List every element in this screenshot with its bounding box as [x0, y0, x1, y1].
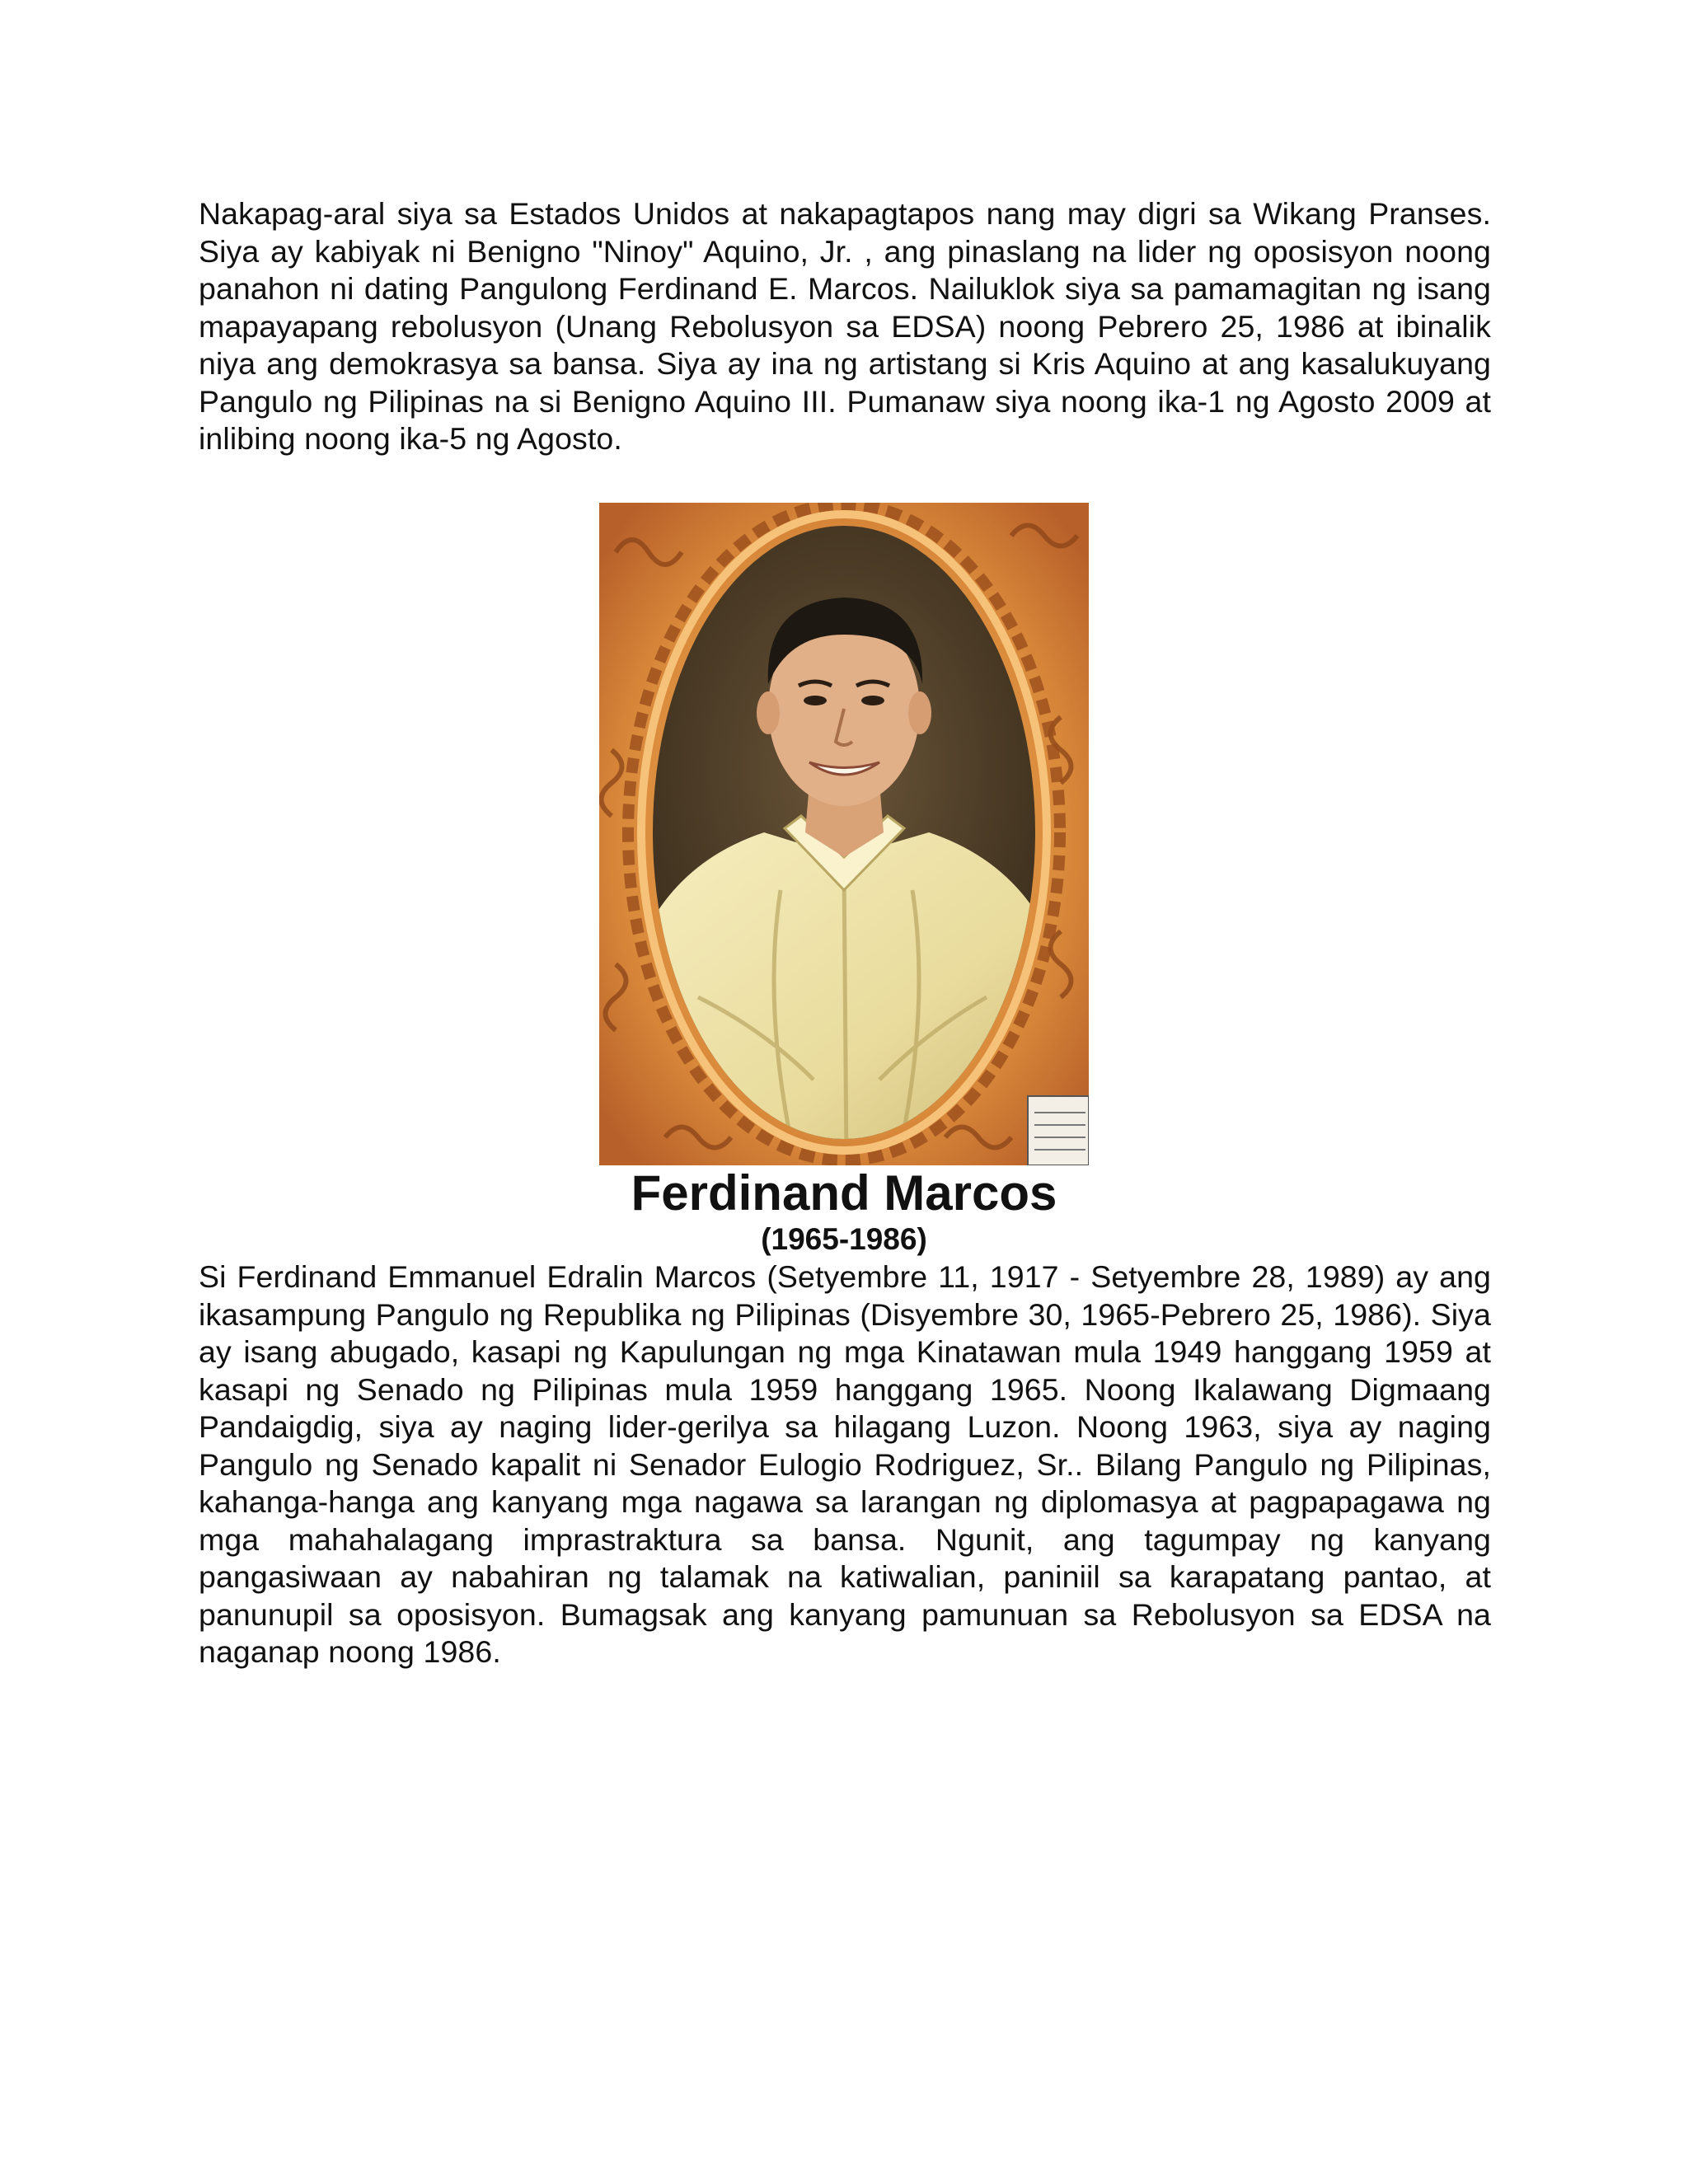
intro-paragraph: Nakapag-aral siya sa Estados Unidos at nakapagtapos nang may digri sa Wikang Pranses. Siya ay kabiyak ni Benigno "Ninoy" Aquino, Jr. , ang pinaslang na lider ng oposisyon noong panahon ni dating Pangulong Ferdinand E. Marcos. Nailuklok siya sa pamamagitan ng isang mapayapang rebolusyon (Unang Rebolusyon sa EDSA) noong Pebrero 25, 1986 at ibinalik niya ang demokrasya sa bansa. Siya ay ina ng artistang si Kris Aquino at ang kasalukuyang Pangulo ng Pilipinas na si Benigno Aquino III. Pumanaw siya noong ika-1 ng Agosto 2009 at inlibing noong ika-5 ng Agosto.	[199, 196, 1491, 456]
section-title: Ferdinand Marcos	[631, 1165, 1057, 1221]
portrait-image	[599, 503, 1089, 1165]
biography-paragraph: Si Ferdinand Emmanuel Edralin Marcos (Setyembre 11, 1917 - Setyembre 28, 1989) ay ang ikasampung Pangulo ng Republika ng Pilipinas (Disyembre 30, 1965-Pebrero 25, 1986). Siya ay isang abugado, kasapi ng Kapulungan ng mga Kinatawan mula 1949 hanggang 1959 at kasapi ng Senado ng Pilipinas mula 1959 hanggang 1965. Noong Ikalawang Digmaang Pandaigdig, siya ay naging lider-gerilya sa hilagang Luzon. Noong 1963, siya ay naging Pangulo ng Senado kapalit ni Senador Eulogio Rodriguez, Sr.. Bilang Pangulo ng Pilipinas, kahanga-hanga ang kanyang mga nagawa sa larangan ng diplomasya at pagpapagawa ng mga mahahalagang imprastraktura sa bansa. Ngunit, ang tagumpay ng kanyang pangasiwaan ay nabahiran ng talamak na katiwalian, paniniil sa karapatang pantao, at panunupil sa oposisyon. Bumagsak ang kanyang pamunuan sa Rebolusyon sa EDSA na naganap noong 1986.	[199, 1259, 1491, 1669]
term-years: (1965-1986)	[761, 1222, 927, 1256]
